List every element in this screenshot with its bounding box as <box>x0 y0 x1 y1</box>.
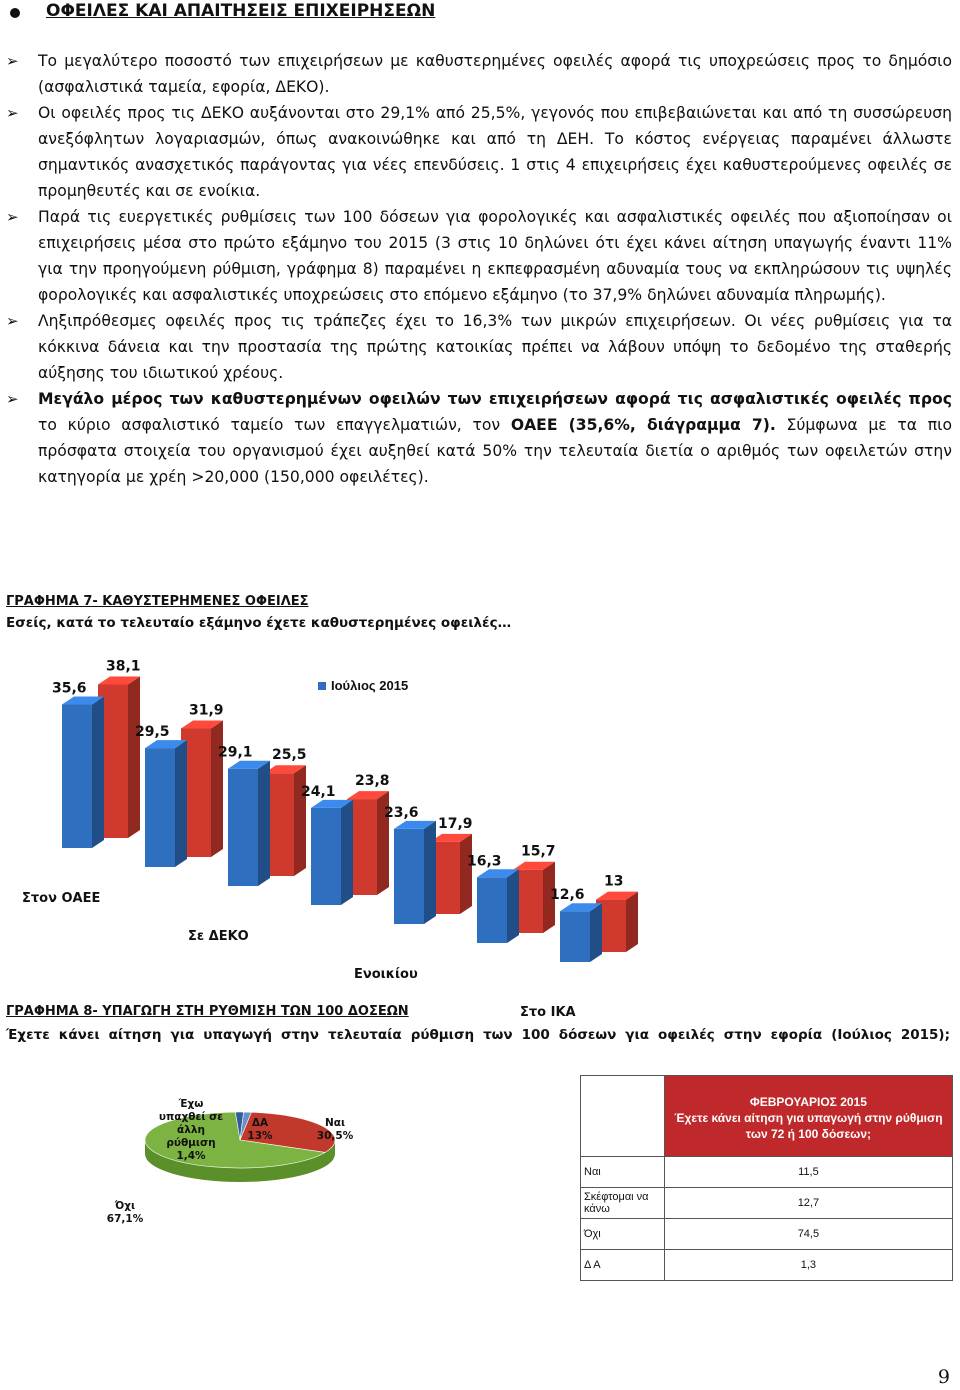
bar <box>347 791 389 895</box>
bar <box>430 834 472 914</box>
pie-label-other-settlement <box>158 1098 224 1163</box>
row-label: Δ Α <box>581 1250 665 1281</box>
row-value: 11,5 <box>664 1157 952 1188</box>
bar-front-face <box>311 808 341 905</box>
pie-label-yes <box>310 1117 360 1143</box>
table-row <box>581 1219 953 1250</box>
bar-side-face <box>424 821 436 924</box>
arrow-bullet-icon: ➢ <box>6 312 19 330</box>
bullet-text: το κύριο ασφαλιστικό ταμείο των επαγγελματιών, τον <box>38 416 511 434</box>
bullet-text: Οι οφειλές προς τις ΔΕΚΟ αυξάνονται στο 29,1% από 25,5%, γεγονός που επιβεβαιώνεται και από τη συσσώρευση ανεξόφλητων λογαριασμών, όπως ανακοινώθηκε και από τη ΔΕΗ. Το κόστος ενέργειας παραμένει άλλωστε σημαντικός ανασχετικός παράγοντας για νέες επενδύσεις. 1 στις 4 επιχειρήσεις έχει καθυστερούμενες οφειλές σε προμηθευτές και σε ενοίκια. <box>38 104 952 200</box>
data-label: 35,6 <box>52 680 87 697</box>
graph7-title: ΓΡΑΦΗΜΑ 7- ΚΑΘΥΣΤΕΡΗΜΕΝΕΣ ΟΦΕΙΛΕΣ <box>6 594 309 609</box>
bar <box>145 740 187 867</box>
arrow-bullet-icon: ➢ <box>6 208 19 226</box>
data-label: 13 <box>604 873 624 890</box>
bar <box>98 676 140 838</box>
table-header-title: ΦΕΒΡΟΥΑΡΙΟΣ 2015 <box>749 1095 867 1109</box>
row-value: 12,7 <box>664 1188 952 1219</box>
data-label: 25,5 <box>272 747 307 764</box>
bar-side-face <box>341 800 353 905</box>
feb-2015-table <box>580 1075 953 1281</box>
bullet-text: Ληξιπρόθεσμες οφειλές προς τις τράπεζες έχει το 16,3% των μικρών επιχειρήσεων. Οι νέες ρυθμίσεις για τα κόκκινα δάνεια και την προστασία της πρώτης κατοικίας πρέπει να λάβουν υπόψη το δεδομένο της σταθερής αύξησης του ιδιωτικού χρέους. <box>38 312 952 382</box>
data-label: 24,1 <box>301 783 336 800</box>
table-header-cell <box>664 1076 952 1157</box>
pie-label-value: 67,1% <box>106 1213 144 1225</box>
bullet-text: Σύμφωνα με τα πιο πρόσφατα στοιχεία του οργανισμού έχει αυξηθεί κατά 50% την τελευταία διετία ο αριθμός των οφειλετών στην κατηγορία με χρέη >20,000 (150,000 οφειλέτες). <box>38 416 952 486</box>
pie-label-na <box>240 1117 280 1143</box>
category-label: Στον ΟΑΕΕ <box>22 891 101 906</box>
bar-front-face <box>394 829 424 924</box>
bar <box>596 892 638 952</box>
data-label: 12,6 <box>550 887 585 904</box>
legend-swatch <box>318 682 326 690</box>
data-label: 38,1 <box>106 658 141 675</box>
pie-label-text: Έχω υπαχθεί σε άλλη ρύθμιση <box>158 1098 224 1149</box>
pie-label-text: Ναι <box>324 1117 346 1129</box>
pie-label-no <box>100 1200 150 1226</box>
bar <box>228 761 270 886</box>
bar-side-face <box>294 765 306 876</box>
bar <box>311 800 353 905</box>
bar-front-face <box>228 769 258 886</box>
row-label: Ναι <box>581 1157 665 1188</box>
bar <box>477 869 519 943</box>
arrow-bullet-icon: ➢ <box>6 390 19 408</box>
bullet-bold-text: Μεγάλο μέρος των καθυστερημένων οφειλών των επιχειρήσεων αφορά τις ασφαλιστικές οφειλές προς <box>38 390 952 408</box>
graph8-title-prefix: ΓΡΑΦΗΜΑ 8- ΥΠΑΓΩΓΗ ΣΤΗ ΡΥΘΜΙΣΗ ΤΩΝ 100 <box>6 1004 348 1019</box>
data-label: 29,5 <box>135 724 170 741</box>
pie-label-value: 13% <box>247 1130 273 1142</box>
table-header-question: Έχετε κάνει αίτηση για υπαγωγή στην ρύθμιση των 72 ή 100 δόσεων; <box>674 1111 943 1141</box>
bar <box>513 862 555 933</box>
data-label: 17,9 <box>438 815 473 832</box>
bar-side-face <box>507 869 519 943</box>
category-label: Σε ΔΕΚΟ <box>188 929 249 944</box>
data-label: 16,3 <box>467 853 502 870</box>
bullet-bold-text: ΟΑΕΕ (35,6%, διάγραμμα 7). <box>510 416 776 434</box>
graph8-title-suffix: ΔΟΣΕΩΝ <box>347 1004 409 1019</box>
bullet-item <box>0 204 960 308</box>
row-label: Σκέφτομαι να κάνω <box>581 1188 665 1219</box>
table-corner-cell <box>581 1076 665 1157</box>
pie-label-value: 30,5% <box>316 1130 354 1142</box>
bar <box>181 720 223 857</box>
section-heading-text: ΟΦΕΙΛΕΣ ΚΑΙ ΑΠΑΙΤΗΣΕΙΣ ΕΠΙΧΕΙΡΗΣΕΩΝ <box>46 1 436 21</box>
bullet-item <box>0 308 960 386</box>
bar-side-face <box>590 903 602 962</box>
data-label: 23,8 <box>355 773 390 790</box>
arrow-bullet-icon: ➢ <box>6 104 19 122</box>
bullet-list <box>0 48 960 490</box>
bar-side-face <box>626 892 638 952</box>
bar <box>394 821 436 924</box>
page-number: 9 <box>937 1366 950 1388</box>
bar-front-face <box>62 705 92 848</box>
data-label: 15,7 <box>521 843 556 860</box>
graph8-question: Έχετε κάνει αίτηση για υπαγωγή στην τελευταία ρύθμιση των 100 δόσεων για οφειλές στην εφορία (Ιούλιος 2015); <box>6 1027 950 1043</box>
bullet-item <box>0 386 960 490</box>
category-label: Ενοικίου <box>354 967 418 982</box>
graph8-title <box>6 1004 409 1019</box>
bar <box>264 765 306 876</box>
category-label: Στο ΙΚΑ <box>520 1005 576 1020</box>
bar-side-face <box>211 720 223 857</box>
bar-side-face <box>175 740 187 867</box>
bullet-text: Το μεγαλύτερο ποσοστό των επιχειρήσεων με καθυστερημένες οφειλές αφορά τις υποχρεώσεις προς το δημόσιο (ασφαλιστικά ταμεία, εφορία, ΔΕΚΟ). <box>38 52 952 96</box>
arrow-bullet-icon: ➢ <box>6 52 19 70</box>
row-value: 1,3 <box>664 1250 952 1281</box>
row-value: 74,5 <box>664 1219 952 1250</box>
bar-front-face <box>560 911 590 962</box>
data-label: 31,9 <box>189 702 224 719</box>
bullet-text: Παρά τις ευεργετικές ρυθμίσεις των 100 δόσεων για φορολογικές και ασφαλιστικές οφειλές που αξιοποίησαν οι επιχειρήσεις μέσα στο πρώτο εξάμηνο του 2015 (3 στις 10 δηλώνει ότι έχει κάνει αίτηση υπαγωγής έναντι 11% για την προηγούμενη ρύθμιση, γράφημα 8) παραμένει η εκπεφρασμένη αδυναμία τους να εκπληρώσουν τις υψηλές φορολογικές και ασφαλιστικές υποχρεώσεις στο επόμενο εξάμηνο (το 37,9% δηλώνει αδυναμία πληρωμής). <box>38 208 952 304</box>
bullet-item <box>0 100 960 204</box>
data-label: 29,1 <box>218 744 253 761</box>
bar-side-face <box>92 697 104 848</box>
section-heading <box>6 0 946 26</box>
chart-legend <box>318 678 408 693</box>
bar-side-face <box>460 834 472 914</box>
table-header-row <box>581 1076 953 1157</box>
bar <box>560 903 602 962</box>
bullet-dot-icon <box>10 8 20 18</box>
row-label: Όχι <box>581 1219 665 1250</box>
bar <box>62 697 104 848</box>
table-row <box>581 1188 953 1219</box>
graph7-question: Εσείς, κατά το τελευταίο εξάμηνο έχετε καθυστερημένες οφειλές… <box>6 615 512 631</box>
table-row <box>581 1157 953 1188</box>
bar-front-face <box>145 748 175 867</box>
bar-front-face <box>477 877 507 943</box>
pie-label-value: 1,4% <box>176 1150 206 1162</box>
legend-label: Ιούλιος 2015 <box>331 678 409 693</box>
bar-side-face <box>128 676 140 838</box>
pie-label-text: ΔΑ <box>251 1117 269 1129</box>
data-label: 23,6 <box>384 804 419 821</box>
bar-side-face <box>258 761 270 886</box>
pie-label-text: Όχι <box>114 1200 136 1212</box>
table-row <box>581 1250 953 1281</box>
bullet-item <box>0 48 960 100</box>
